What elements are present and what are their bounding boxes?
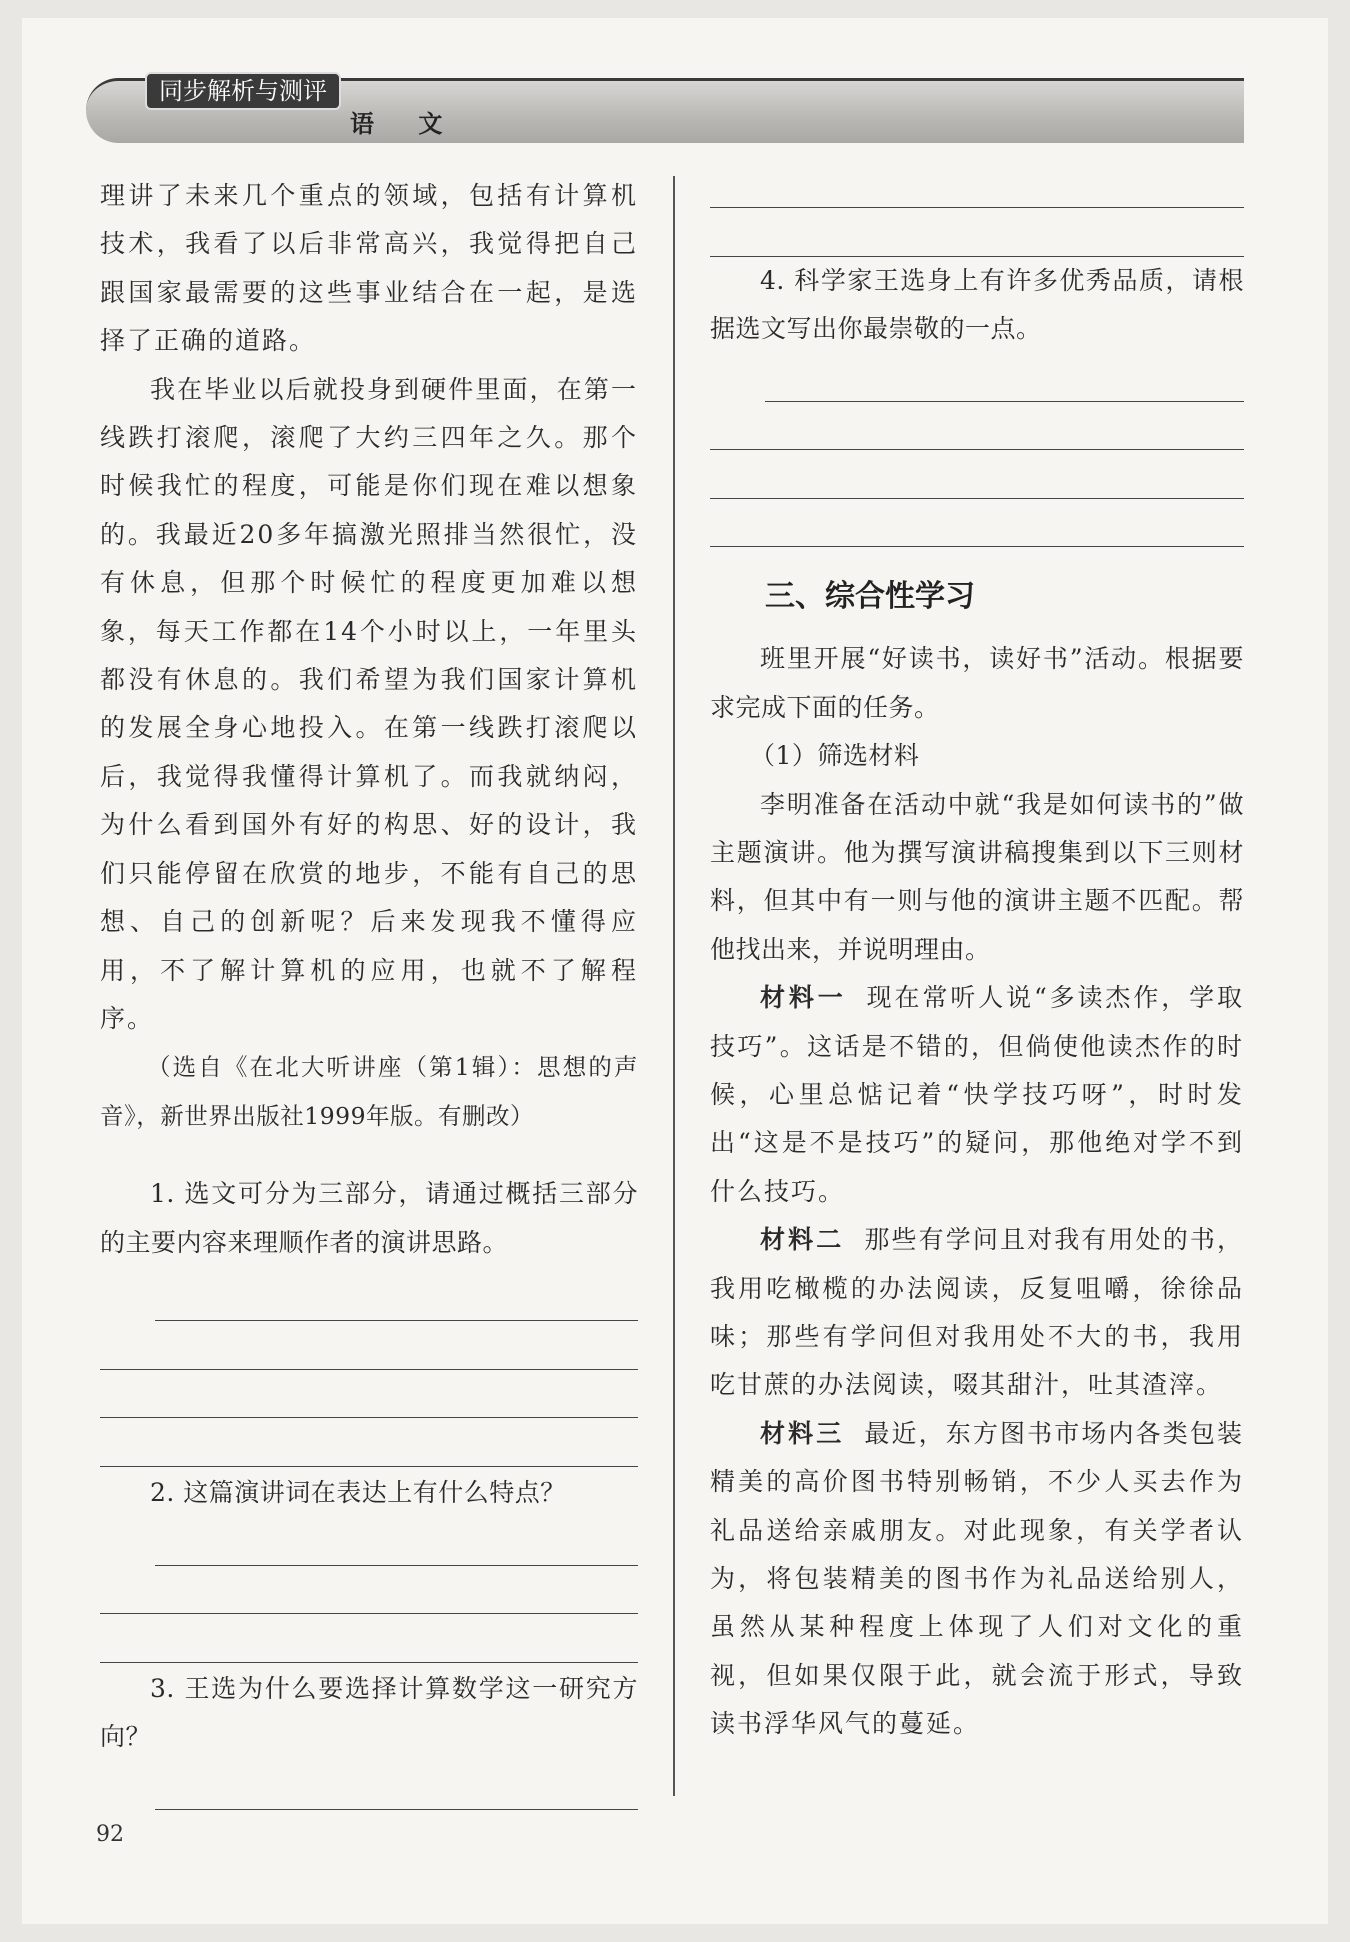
answer-line[interactable] xyxy=(155,1273,638,1322)
answer-line[interactable] xyxy=(765,353,1244,402)
passage-paragraph: 我在毕业以后就投身到硬件里面，在第一线跌打滚爬，滚爬了大约三四年之久。那个时候我忙的程度，可能是你们现在难以想象的。我最近20多年搞激光照排当然很忙，没有休息，但那个时候忙的程度更加难以想象，每天工作都在14个小时以上，一年里头都没有休息的。我们希望为我们国家计算机的发展全身心地投入。在第一线跌打滚爬以后，我觉得我懂得计算机了。而我就纳闷，为什么看到国外有好的构思、好的设计，我们只能停留在欣赏的地步，不能有自己的思想、自己的创新呢？后来发现我不懂得应用，不了解计算机的应用，也就不了解程序。 xyxy=(100,374,638,1033)
question-3: 3. 王选为什么要选择计算数学这一研究方向？ xyxy=(100,1673,638,1752)
question-1: 1. 选文可分为三部分，请通过概括三部分的主要内容来理顺作者的演讲思路。 xyxy=(100,1179,638,1257)
task-heading: （1）筛选材料 xyxy=(750,741,920,771)
answer-line[interactable] xyxy=(100,1418,638,1467)
answer-area-4[interactable] xyxy=(710,353,1244,547)
right-column xyxy=(710,172,1244,1749)
answer-area-2[interactable] xyxy=(100,1517,638,1663)
answer-line[interactable] xyxy=(100,1370,638,1419)
section-title: 三、综合性学习 xyxy=(765,579,975,615)
answer-line[interactable] xyxy=(100,1321,638,1370)
material-3 xyxy=(710,1410,1244,1749)
activity-intro: 班里开展“好读书，读好书”活动。根据要求完成下面的任务。 xyxy=(710,644,1244,722)
answer-area-3[interactable] xyxy=(100,1762,638,1811)
material-label: 材料二 xyxy=(760,1225,845,1255)
series-title: 同步解析与测评 xyxy=(145,72,341,110)
question-2: 2. 这篇演讲词在表达上有什么特点？ xyxy=(150,1477,566,1507)
answer-line[interactable] xyxy=(710,172,1244,208)
answer-line[interactable] xyxy=(155,1517,638,1566)
left-column xyxy=(100,172,638,1810)
answer-line[interactable] xyxy=(710,499,1244,548)
material-label: 材料三 xyxy=(760,1418,845,1448)
question-4: 4. 科学家王选身上有许多优秀品质，请根据选文写出你最崇敬的一点。 xyxy=(710,265,1244,343)
answer-line[interactable] xyxy=(710,208,1244,257)
material-2 xyxy=(710,1216,1244,1410)
answer-area-3-continued[interactable] xyxy=(710,172,1244,257)
material-text: 现在常听人说“多读杰作，学取技巧”。这话是不错的，但倘使他读杰作的时候，心里总惦记着“快学技巧呀”，时时发出“这是不是技巧”的疑问，那他绝对学不到什么技巧。 xyxy=(710,983,1244,1206)
answer-line[interactable] xyxy=(710,450,1244,499)
passage-paragraph: 理讲了未来几个重点的领域，包括有计算机技术，我看了以后非常高兴，我觉得把自己跟国家最需要的这些事业结合在一起，是选择了正确的道路。 xyxy=(100,181,638,356)
source-citation: （选自《在北大听讲座（第1辑）：思想的声音》，新世界出版社1999年版。有删改） xyxy=(100,1053,638,1130)
material-text: 最近，东方图书市场内各类包装精美的高价图书特别畅销，不少人买去作为礼品送给亲戚朋友。对此现象，有关学者认为，将包装精美的图书作为礼品送给别人，虽然从某种程度上体现了人们对文化的重视，但如果仅限于此，就会流于形式，导致读书浮华风气的蔓延。 xyxy=(710,1418,1244,1739)
task-description: 李明准备在活动中就“我是如何读书的”做主题演讲。他为撰写演讲稿搜集到以下三则材料，但其中有一则与他的演讲主题不匹配。帮他找出来，并说明理由。 xyxy=(710,789,1244,964)
material-label: 材料一 xyxy=(760,983,847,1013)
page-number: 92 xyxy=(96,1822,124,1847)
material-text: 那些有学问且对我有用处的书，我用吃橄榄的办法阅读，反复咀嚼，徐徐品味；那些有学问但对我用处不大的书，我用吃甘蔗的办法阅读，啜其甜汁，吐其渣滓。 xyxy=(710,1225,1244,1400)
answer-line[interactable] xyxy=(710,402,1244,451)
answer-line[interactable] xyxy=(100,1566,638,1615)
subject-label: 语 文 xyxy=(350,110,461,138)
material-1 xyxy=(710,974,1244,1216)
answer-line[interactable] xyxy=(100,1614,638,1663)
answer-line[interactable] xyxy=(155,1762,638,1811)
answer-area-1[interactable] xyxy=(100,1273,638,1467)
column-divider xyxy=(673,176,675,1796)
